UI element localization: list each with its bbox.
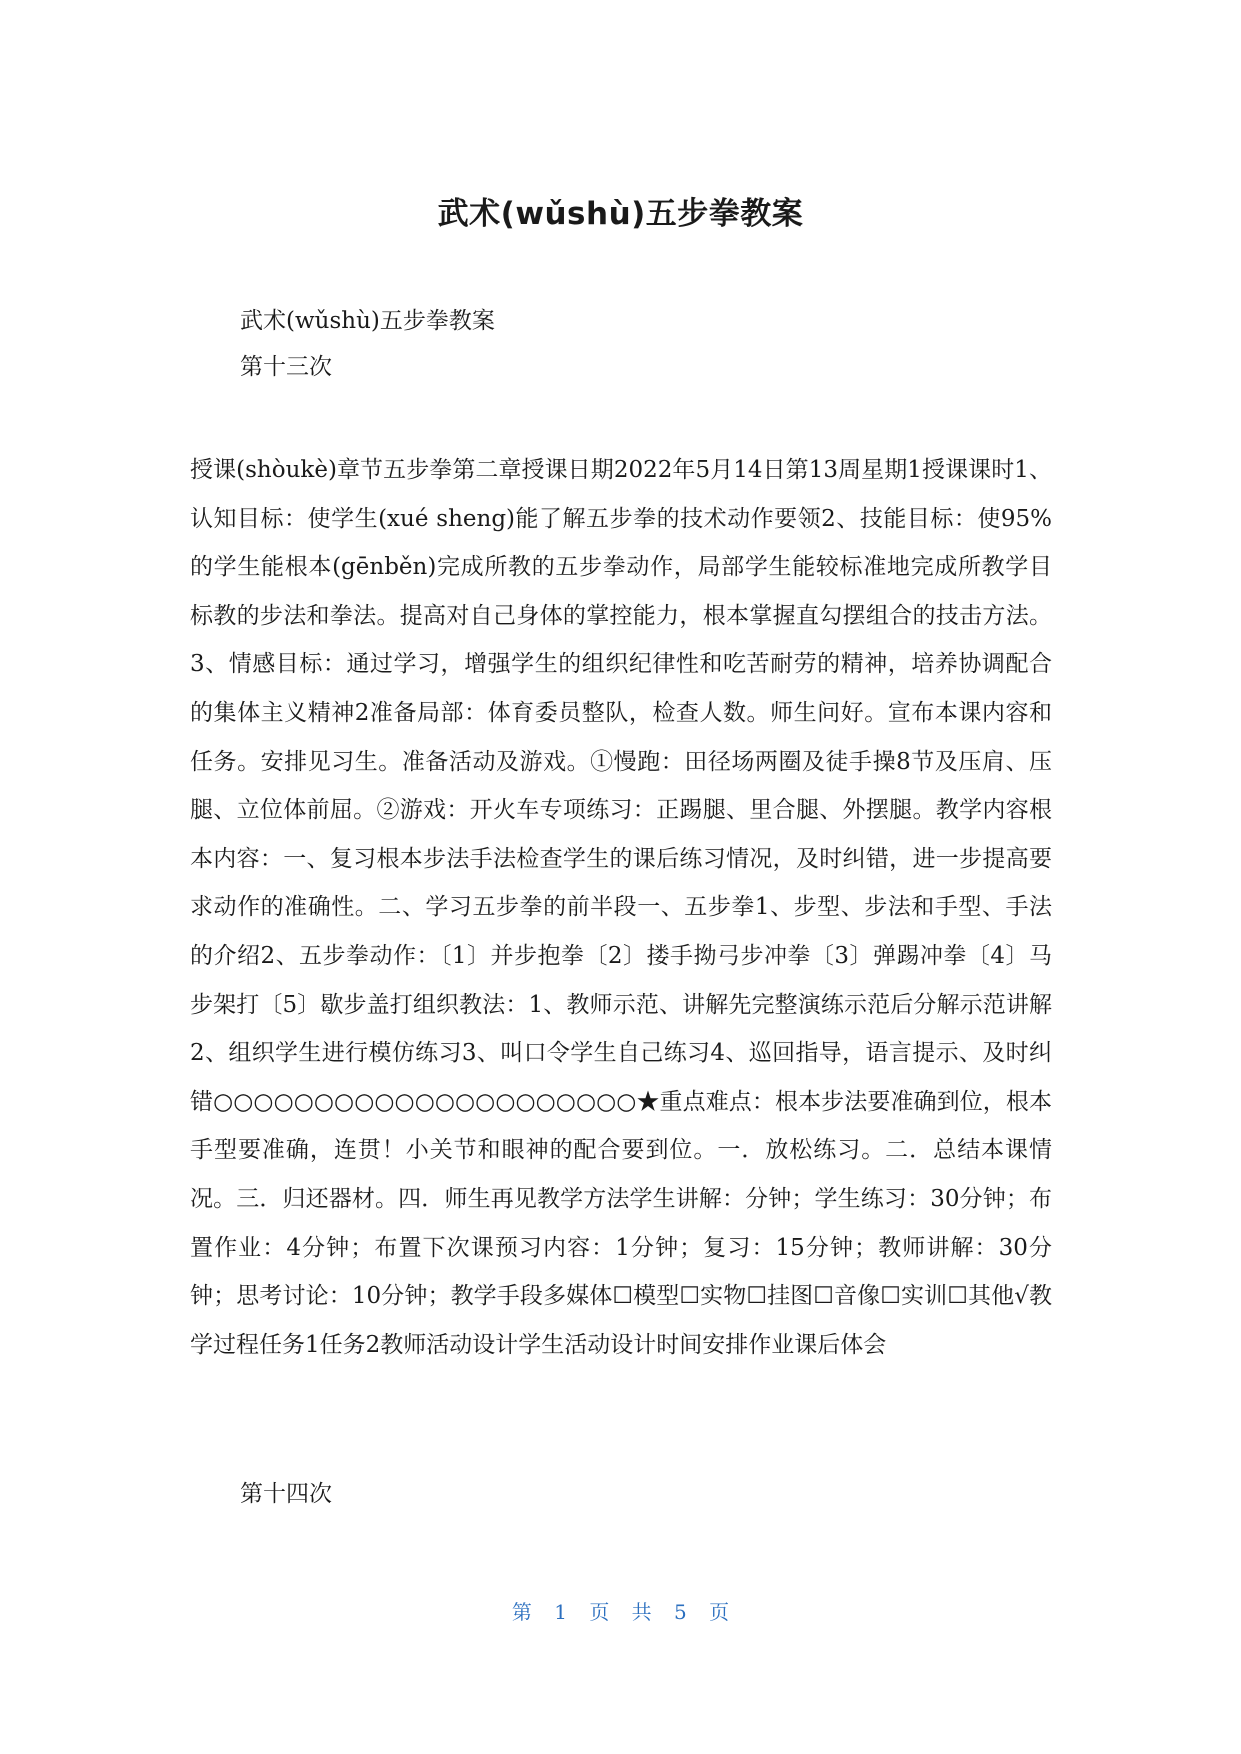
document-subtitle: 武术(wǔshù)五步拳教案: [240, 308, 495, 334]
footer-word-total: 共: [631, 1600, 652, 1624]
footer-current-page: 1: [554, 1600, 567, 1624]
section-heading-13: 第十三次: [240, 354, 332, 380]
footer-word-page-end: 页: [709, 1600, 730, 1624]
document-title: 武术(wǔshù)五步拳教案: [437, 196, 804, 232]
page-number-footer: [0, 1596, 1241, 1625]
footer-total-pages: 5: [674, 1600, 687, 1624]
footer-word-page: 第: [511, 1600, 532, 1624]
section-heading-14: 第十四次: [240, 1481, 332, 1507]
footer-word-of: 页: [589, 1600, 610, 1624]
lesson-body-text: 授课(shòukè)章节五步拳第二章授课日期2022年5月14日第13周星期1授课课时1、认知目标：使学生(xué sheng)能了解五步拳的技术动作要领2、技能目标：使95%的学生能根本(gēnběn)完成所教的五步拳动作，局部学生能较标准地完成所教学目标教的步法和拳法。提高对自己身体的掌控能力，根本掌握直勾摆组合的技击方法。3、情感目标：通过学习，增强学生的组织纪律性和吃苦耐劳的精神，培养协调配合的集体主义精神2准备局部：体育委员整队，检查人数。师生问好。宣布本课内容和任务。安排见习生。准备活动及游戏。①慢跑：田径场两圈及徒手操8节及压肩、压腿、立位体前屈。②游戏：开火车专项练习：正踢腿、里合腿、外摆腿。教学内容根本内容：一、复习根本步法手法检查学生的课后练习情况，及时纠错，进一步提高要求动作的准确性。二、学习五步拳的前半段一、五步拳1、步型、步法和手型、手法的介绍2、五步拳动作：〔1〕并步抱拳〔2〕搂手拗弓步冲拳〔3〕弹踢冲拳〔4〕马步架打〔5〕歇步盖打组织教法：1、教师示范、讲解先完整演练示范后分解示范讲解2、组织学生进行模仿练习3、叫口令学生自己练习4、巡回指导，语言提示、及时纠错○○○○○○○○○○○○○○○○○○○○○★重点难点：根本步法要准确到位，根本手型要准确，连贯！小关节和眼神的配合要到位。一．放松练习。二．总结本课情况。三．归还器材。四．师生再见教学方法学生讲解：分钟；学生练习：30分钟；布置作业：4分钟；布置下次课预习内容：1分钟；复习：15分钟；教师讲解：30分钟；思考讨论：10分钟；教学手段多媒体☐模型☐实物☐挂图☐音像☐实训☐其他√教学过程任务1任务2教师活动设计学生活动设计时间安排作业课后体会: [190, 457, 1052, 1358]
